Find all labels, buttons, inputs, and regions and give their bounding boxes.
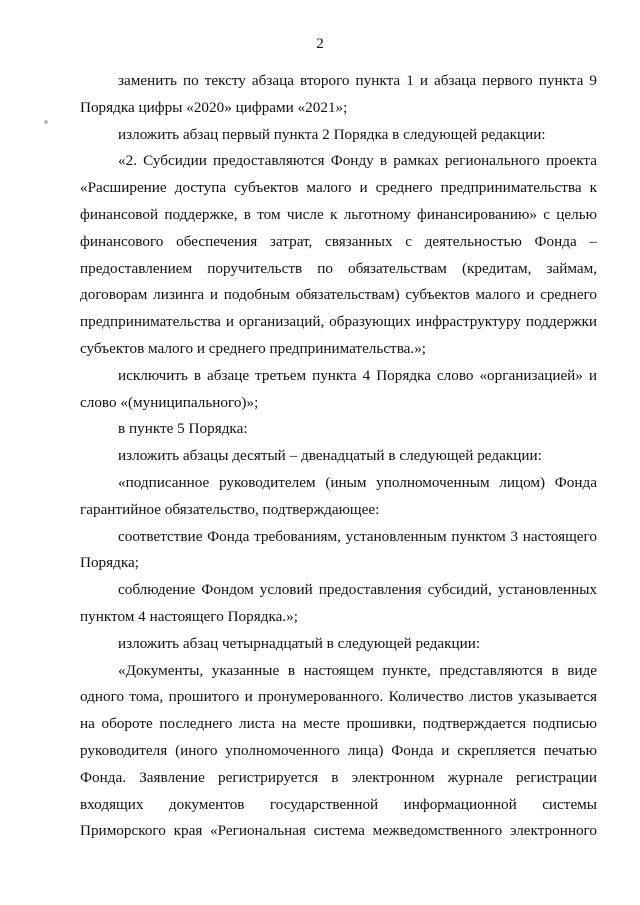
paragraph-line: пунктом 4 настоящего Порядка.»;: [80, 607, 298, 625]
scan-dot: [44, 120, 48, 124]
paragraph: [80, 470, 597, 524]
document-body: [80, 68, 597, 845]
paragraph-line: слово «(муниципального)»;: [80, 393, 259, 411]
paragraph-line: изложить абзац первый пункта 2 Порядка в следующей редакции:: [118, 125, 546, 143]
paragraph: [80, 577, 597, 631]
page-number: 2: [316, 36, 324, 52]
paragraph-line: заменить по тексту абзаца второго пункта 1 и абзаца первого пункта 9: [118, 72, 597, 89]
paragraph-line: «подписанное руководителем (иным уполномоченным лицом) Фонда: [118, 473, 597, 491]
paragraph: [80, 443, 597, 470]
paragraph-line: «2. Субсидии предоставляются Фонду в рамках регионального проекта: [118, 152, 597, 170]
paragraph-line: финансовой поддержке, в том числе к льготному финансированию» с целью: [80, 205, 597, 223]
paragraph-line: на обороте последнего листа на месте прошивки, подтверждается подписью: [80, 715, 597, 733]
paragraph-line: в пункте 5 Порядка:: [118, 420, 248, 438]
paragraph-line: «Расширение доступа субъектов малого и среднего предпринимательства к: [80, 179, 597, 197]
paragraph: [80, 416, 597, 443]
paragraph-line: «Документы, указанные в настоящем пункте, представляются в виде: [118, 661, 597, 679]
paragraph-line: Приморского края «Региональная система межведомственного электронного: [80, 822, 597, 840]
paragraph-line: одного тома, прошитого и пронумерованного. Количество листов указывается: [80, 688, 597, 706]
paragraph-line: изложить абзац четырнадцатый в следующей редакции:: [118, 634, 481, 652]
paragraph: [80, 363, 597, 417]
paragraph-line: договорам лизинга и подобным обязательствам) субъектов малого и среднего: [80, 286, 597, 304]
paragraph-line: гарантийное обязательство, подтверждающее:: [80, 500, 380, 518]
paragraph-line: соответствие Фонда требованиям, установленным пунктом 3 настоящего: [118, 527, 597, 545]
paragraph-line: предоставлением поручительств по обязательствам (кредитам, займам,: [80, 259, 597, 277]
paragraph: [80, 148, 597, 362]
paragraph-line: Порядка;: [80, 554, 139, 572]
paragraph: [80, 122, 597, 149]
paragraph-line: субъектов малого и среднего предпринимательства.»;: [80, 339, 427, 357]
paragraph-line: Порядка цифры «2020» цифрами «2021»;: [80, 98, 348, 116]
paragraph-line: финансового обеспечения затрат, связанных с деятельностью Фонда –: [80, 232, 597, 250]
paragraph-line: предпринимательства и организаций, образующих инфраструктуру поддержки: [80, 313, 597, 331]
paragraph: [80, 631, 597, 658]
paragraph-line: входящих документов государственной информационной системы: [80, 795, 597, 813]
paragraph-line: соблюдение Фондом условий предоставления субсидий, установленных: [118, 581, 597, 599]
paragraph-line: исключить в абзаце третьем пункта 4 Порядка слово «организацией» и: [118, 366, 597, 384]
paragraph-line: руководителя (иного уполномоченного лица) Фонда и скрепляется печатью: [80, 741, 597, 759]
paragraph-line: Фонда. Заявление регистрируется в электронном журнале регистрации: [80, 768, 597, 786]
paragraph: [80, 524, 597, 578]
paragraph: [80, 68, 597, 122]
paragraph: [80, 658, 597, 846]
paragraph-line: изложить абзацы десятый – двенадцатый в следующей редакции:: [118, 447, 542, 465]
